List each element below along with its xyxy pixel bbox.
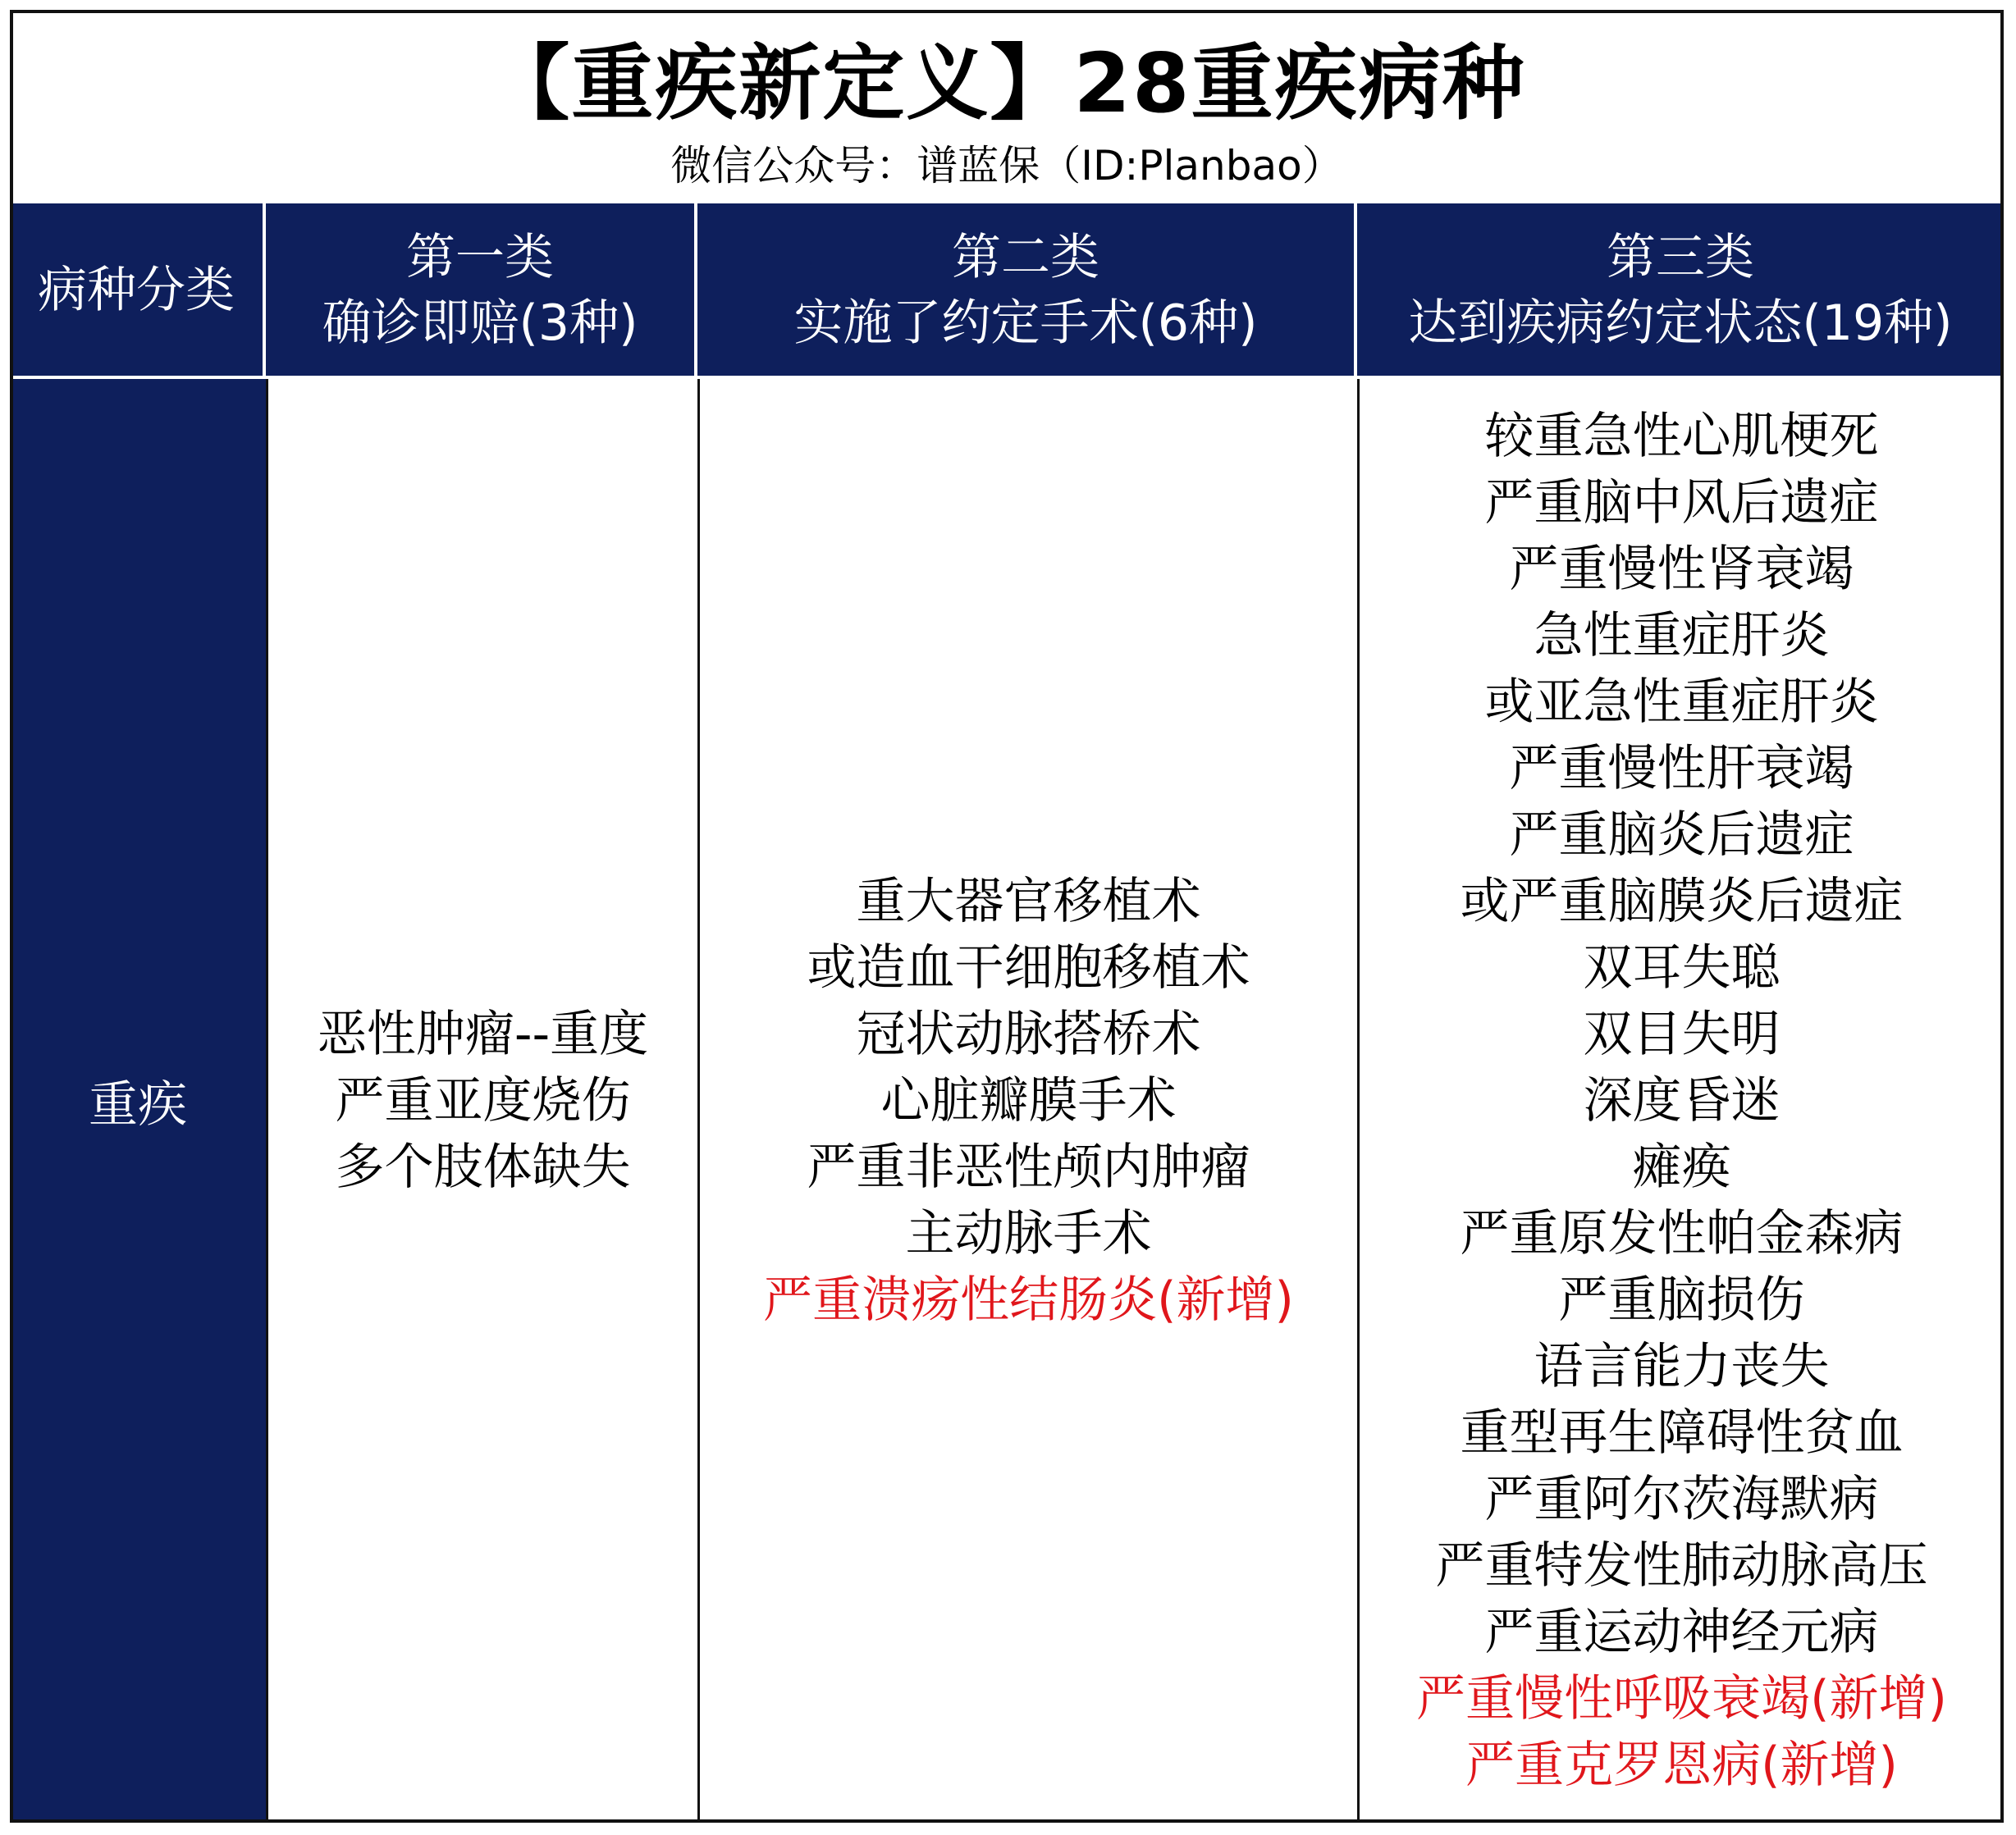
list-item: 重型再生障碍性贫血 — [1460, 1404, 1904, 1462]
list-item: 或亚急性重症肝炎 — [1484, 673, 1879, 731]
outer-frame — [10, 10, 2004, 1823]
list-item: 急性重症肝炎 — [1534, 606, 1830, 664]
list-item: 或造血干细胞移植术 — [807, 938, 1250, 997]
list-item: 恶性肿瘤--重度 — [317, 1005, 649, 1063]
column-3-name: 第三类 — [1607, 229, 1754, 286]
new-list-item: 严重溃疡性结肠炎(新增) — [763, 1271, 1294, 1329]
list-item: 严重慢性肾衰竭 — [1509, 540, 1854, 598]
list-item: 严重运动神经元病 — [1484, 1603, 1879, 1661]
list-item: 心脏瓣膜手术 — [880, 1071, 1177, 1130]
list-item: 严重特发性肺动脉高压 — [1435, 1536, 1928, 1595]
list-item: 瘫痪 — [1632, 1138, 1731, 1196]
list-item: 深度昏迷 — [1583, 1071, 1781, 1130]
new-list-item: 严重克罗恩病(新增) — [1465, 1736, 1898, 1794]
list-item: 严重原发性帕金森病 — [1460, 1204, 1904, 1262]
list-item: 双目失明 — [1583, 1005, 1781, 1063]
list-item: 语言能力丧失 — [1534, 1337, 1830, 1395]
list-item: 严重脑炎后遗症 — [1509, 806, 1854, 864]
new-list-item: 严重慢性呼吸衰竭(新增) — [1416, 1669, 1947, 1728]
list-item: 冠状动脉搭桥术 — [856, 1005, 1201, 1063]
list-item: 严重慢性肝衰竭 — [1509, 739, 1854, 797]
list-item: 严重非恶性颅内肿瘤 — [807, 1138, 1250, 1196]
list-item: 严重阿尔茨海默病 — [1484, 1470, 1879, 1528]
list-item: 严重脑中风后遗症 — [1484, 473, 1879, 532]
list-item: 双耳失聪 — [1583, 938, 1781, 997]
list-item: 严重脑损伤 — [1558, 1271, 1805, 1329]
list-item: 主动脉手术 — [905, 1204, 1152, 1262]
column-2-name: 第二类 — [952, 229, 1099, 286]
column-1-desc: 确诊即赔(3种) — [322, 294, 638, 352]
list-item: 严重亚度烧伤 — [335, 1071, 631, 1130]
corner-label: 病种分类 — [38, 262, 235, 319]
list-item: 或严重脑膜炎后遗症 — [1460, 872, 1904, 930]
list-item: 较重急性心肌梗死 — [1484, 407, 1879, 465]
list-item: 多个肢体缺失 — [335, 1138, 631, 1196]
row-label: 重疾 — [89, 1076, 187, 1134]
page-title: 【重疾新定义】28重疾病种 — [487, 35, 1526, 131]
column-3-desc: 达到疾病约定状态(19种) — [1408, 294, 1953, 352]
list-item: 重大器官移植术 — [856, 872, 1201, 930]
page-subtitle: 微信公众号：谱蓝保（ID:Planbao） — [670, 142, 1343, 189]
column-1-name: 第一类 — [406, 229, 554, 286]
column-2-desc: 实施了约定手术(6种) — [793, 294, 1258, 352]
